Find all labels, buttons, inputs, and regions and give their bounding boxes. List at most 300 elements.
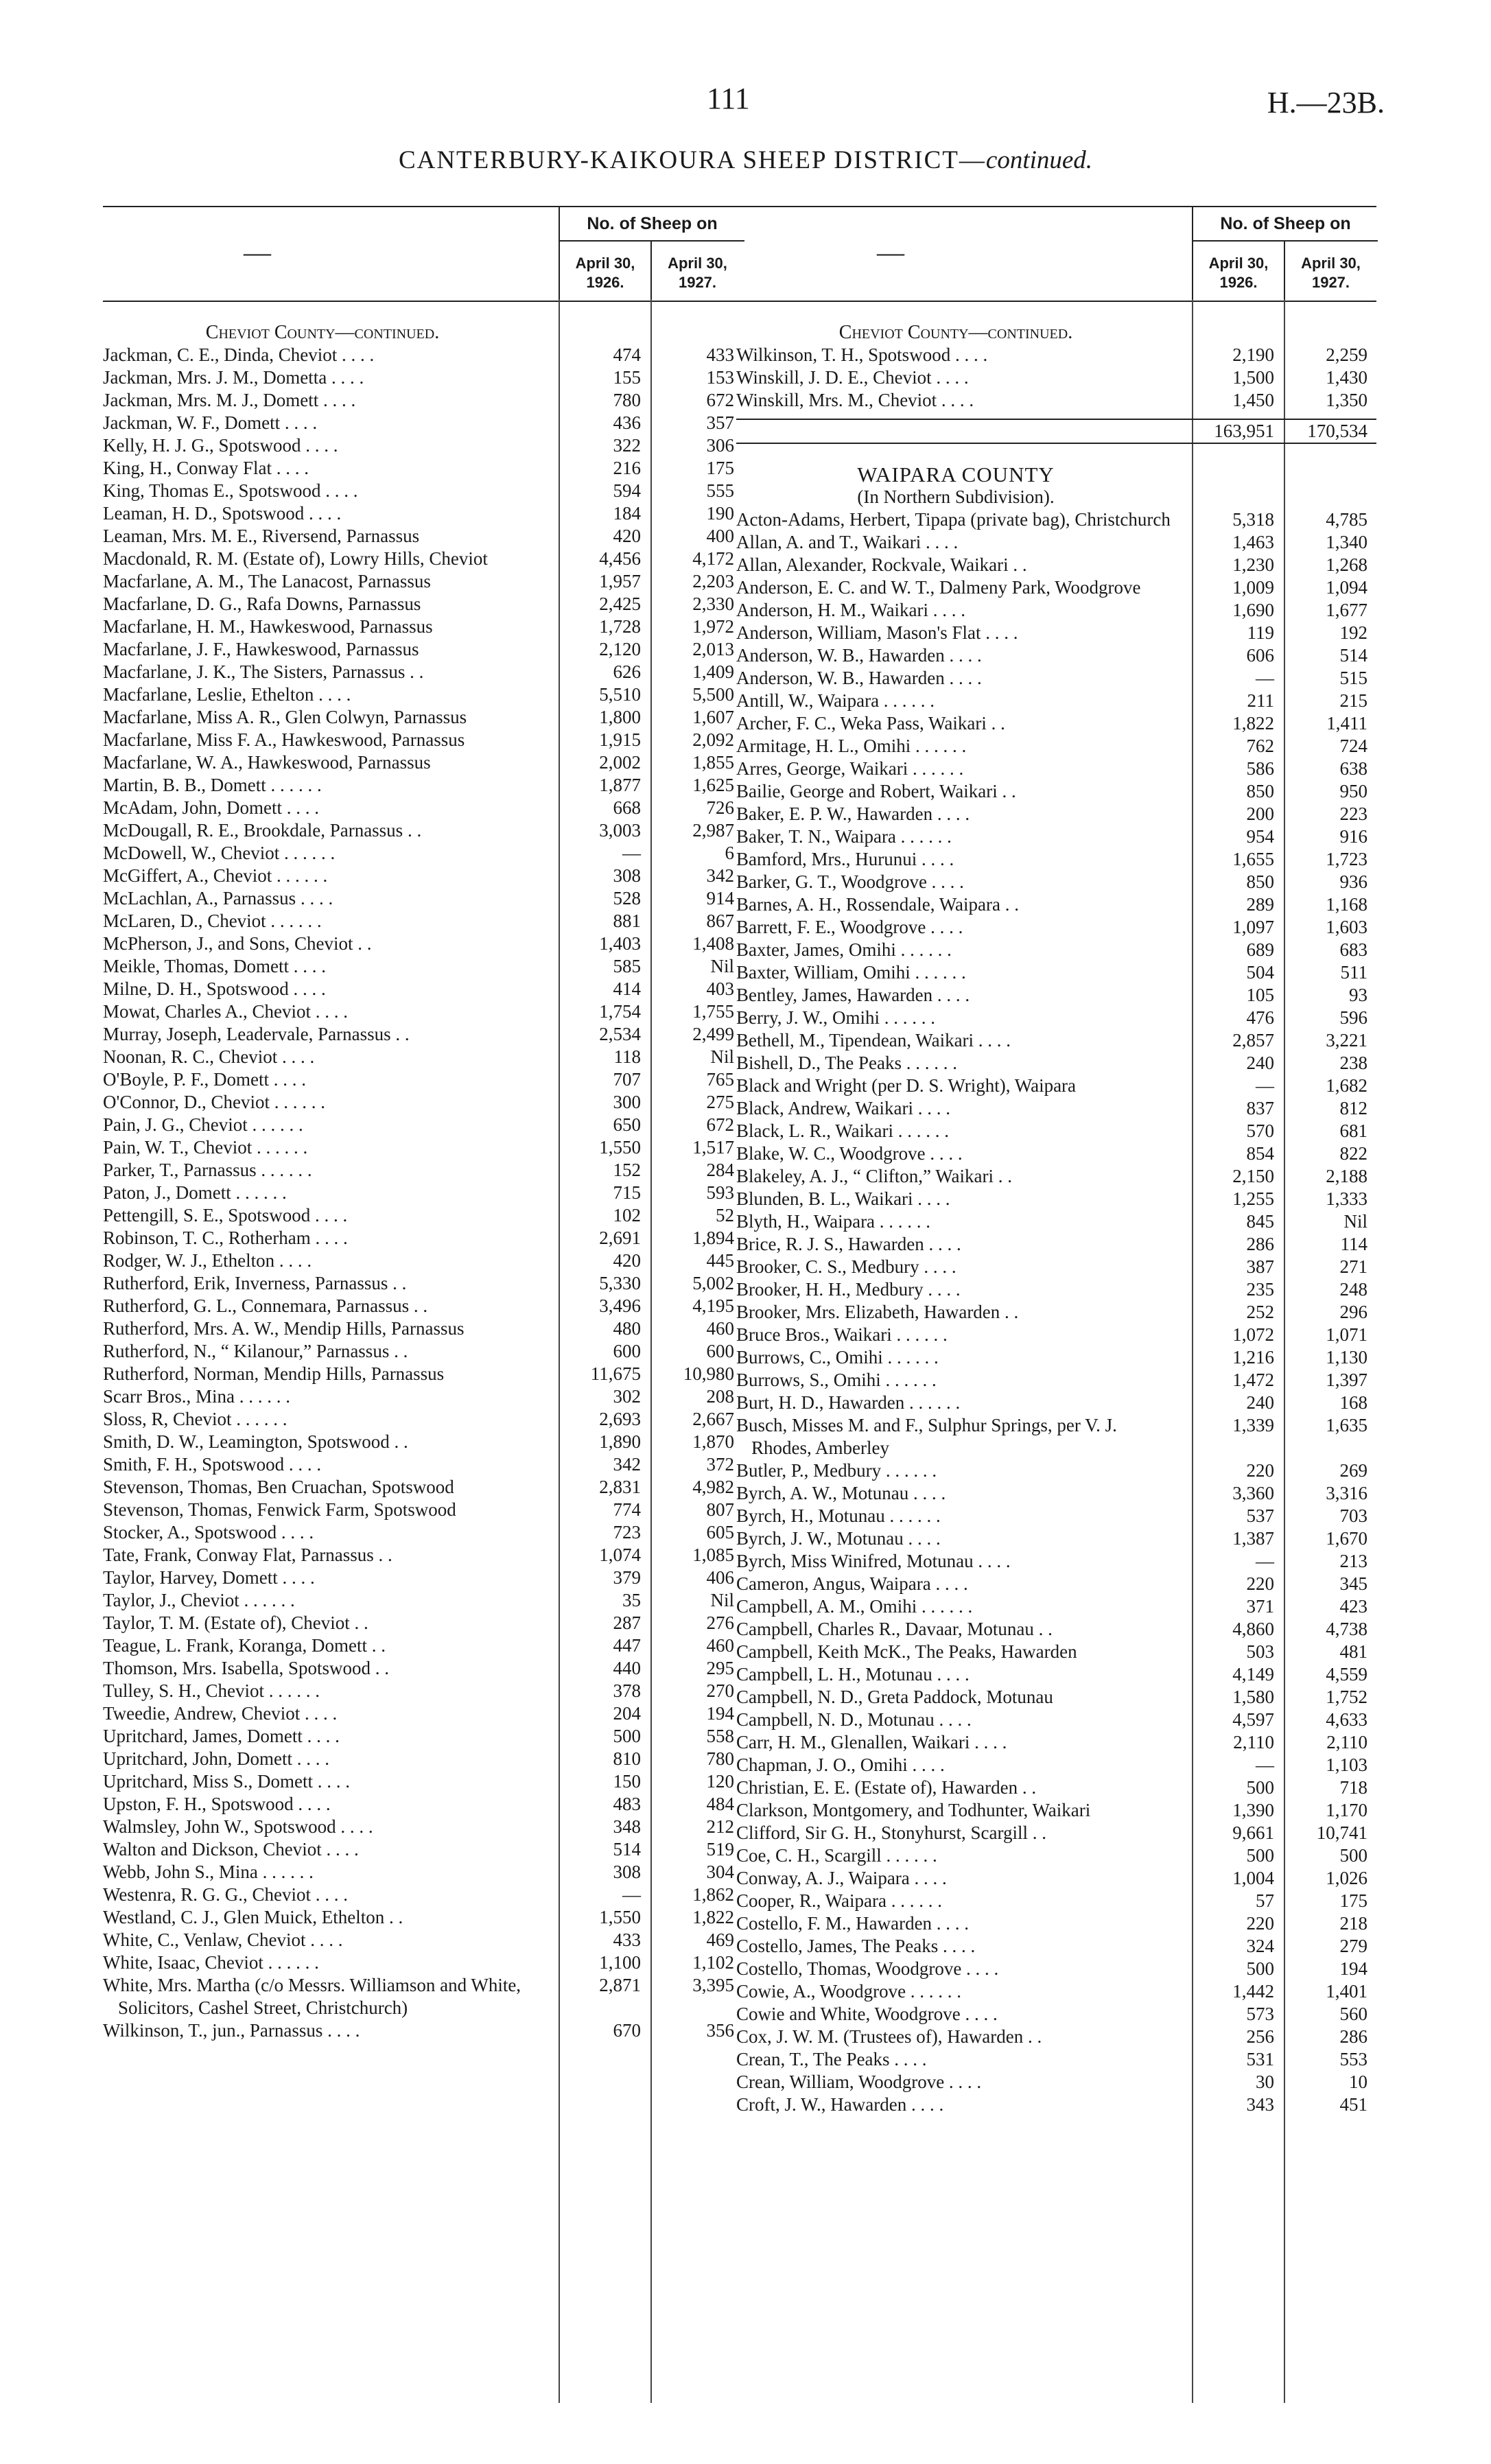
table-row (103, 955, 743, 978)
sheep-1926: 1,754 (599, 1001, 641, 1022)
table-row (736, 1890, 1376, 1912)
sheep-1927: 553 (1339, 2049, 1367, 2069)
sheep-1927: 271 (1339, 1256, 1367, 1277)
sheep-1926: 1,957 (599, 571, 641, 591)
sheep-1927: 1,408 (692, 933, 734, 954)
sheep-1926: 480 (613, 1318, 641, 1339)
sheep-1926: 235 (1246, 1279, 1274, 1300)
sheep-1926: 850 (1246, 871, 1274, 892)
sheep-1926: 348 (613, 1816, 641, 1837)
sheep-1926: 723 (613, 1522, 641, 1542)
holder-name: Winskill, J. D. E., Cheviot . . . . (736, 367, 969, 388)
holder-name: Byrch, A. W., Motunau . . . . (736, 1483, 946, 1503)
sheep-1926: 252 (1246, 1302, 1274, 1322)
sheep-1926: 256 (1246, 2026, 1274, 2047)
table-row (103, 1634, 743, 1657)
holder-name: Rutherford, Norman, Mendip Hills, Parnassus (103, 1363, 445, 1384)
sheep-1927: 270 (706, 1680, 734, 1701)
sheep-1927: 1,170 (1326, 1800, 1367, 1820)
table-row (103, 502, 743, 525)
table-row (736, 1097, 1376, 1120)
sheep-1926: 420 (613, 1250, 641, 1271)
sheep-1926: 200 (1246, 803, 1274, 824)
table-row (736, 1573, 1376, 1595)
sheep-1926: 4,456 (599, 548, 641, 569)
total-1927: 170,534 (1307, 421, 1367, 441)
table-row (736, 576, 1376, 599)
table-row (103, 1227, 743, 1249)
holder-name: Upritchard, John, Domett . . . . (103, 1748, 329, 1769)
table-row (736, 1188, 1376, 1210)
holder-name: White, Isaac, Cheviot . . . . . . (103, 1952, 319, 1973)
column-header (103, 206, 743, 302)
april-1927-header: April 30, 1927. (650, 242, 743, 301)
sheep-1927: 3,221 (1326, 1030, 1367, 1051)
table-row (736, 780, 1376, 803)
sheep-1926: 433 (613, 1929, 641, 1950)
sheep-1926: 308 (613, 1862, 641, 1882)
table-row (736, 2003, 1376, 2026)
table-row (103, 797, 743, 819)
sheep-1927: 276 (706, 1612, 734, 1633)
table-row (103, 1408, 743, 1431)
sheep-1926: 1,072 (1232, 1324, 1274, 1345)
sheep-1926: 9,661 (1232, 1822, 1274, 1843)
sheep-1927: 433 (706, 344, 734, 365)
holder-name: Paton, J., Domett . . . . . . (103, 1182, 287, 1203)
holder-name: McAdam, John, Domett . . . . (103, 797, 319, 818)
holder-name: Costello, Thomas, Woodgrove . . . . (736, 1958, 999, 1979)
holder-name: Cooper, R., Waipara . . . . . . (736, 1890, 942, 1911)
sheep-1927: 304 (706, 1862, 734, 1882)
sheep-1926: 1,097 (1232, 917, 1274, 937)
table-row (103, 1612, 743, 1634)
sheep-1927: 4,738 (1326, 1619, 1367, 1639)
sheep-1927: 212 (706, 1816, 734, 1837)
table-row (103, 525, 743, 548)
sheep-1927: 2,092 (692, 729, 734, 750)
table-row (736, 825, 1376, 848)
table-row (736, 712, 1376, 735)
table-row (103, 1793, 743, 1816)
sheep-1926: 4,597 (1232, 1709, 1274, 1730)
sheep-1927: 596 (1339, 1007, 1367, 1028)
table-row (736, 1799, 1376, 1822)
column-header (736, 206, 1376, 302)
sheep-1927: 1,071 (1326, 1324, 1367, 1345)
sheep-1927: 400 (706, 526, 734, 546)
sheep-1926: 668 (613, 797, 641, 818)
table-row (103, 480, 743, 502)
sheep-1926: 2,150 (1232, 1166, 1274, 1186)
sheep-1926: 2,534 (599, 1024, 641, 1044)
table-row (103, 1861, 743, 1884)
sheep-1927: 3,395 (692, 1975, 734, 1995)
sheep-1926: 2,691 (599, 1228, 641, 1248)
sheep-1927: 1,026 (1326, 1868, 1367, 1888)
holder-name: Burrows, C., Omihi . . . . . . (736, 1347, 939, 1368)
table-row (103, 1431, 743, 1453)
sheep-1926: 854 (1246, 1143, 1274, 1164)
holder-name: Anderson, William, Mason's Flat . . . . (736, 622, 1018, 643)
sheep-1926: 322 (613, 435, 641, 456)
table-row (103, 683, 743, 706)
table-row (736, 1527, 1376, 1550)
table-row (103, 1567, 743, 1589)
table-row (103, 1816, 743, 1838)
table-row (736, 622, 1376, 644)
holder-name: Anderson, W. B., Hawarden . . . . (736, 645, 982, 666)
holder-name: Burrows, S., Omihi . . . . . . (736, 1370, 937, 1390)
holder-name: Kelly, H. J. G., Spotswood . . . . (103, 435, 338, 456)
sheep-1927: 1,168 (1326, 894, 1367, 915)
sheep-1927: 406 (706, 1567, 734, 1588)
table-row (103, 1589, 743, 1612)
sheep-1927: 2,110 (1326, 1732, 1367, 1752)
sheep-1926: 436 (613, 412, 641, 433)
table-row (103, 910, 743, 932)
total-spacer (736, 420, 1175, 443)
holder-name: Brice, R. J. S., Hawarden . . . . (736, 1234, 961, 1254)
sheep-1926: 483 (613, 1794, 641, 1814)
table-row (103, 865, 743, 887)
sheep-1927: 555 (706, 480, 734, 501)
holder-name: Meikle, Thomas, Domett . . . . (103, 956, 326, 976)
sheep-1926: 1,550 (599, 1137, 641, 1158)
sheep-1926: — (1256, 1075, 1274, 1096)
table-row (736, 599, 1376, 622)
table-row (736, 1346, 1376, 1369)
subdivision-heading (736, 486, 1376, 508)
holder-name: Stevenson, Thomas, Ben Cruachan, Spotswood (103, 1477, 454, 1497)
holder-name: Macfarlane, D. G., Rafa Downs, Parnassus (103, 594, 421, 614)
sheep-1926: 1,550 (599, 1907, 641, 1927)
holder-name: Smith, F. H., Spotswood . . . . (103, 1454, 322, 1475)
table-row (736, 667, 1376, 690)
sheep-1927: 223 (1339, 803, 1367, 824)
holder-name: Upritchard, Miss S., Domett . . . . (103, 1771, 350, 1792)
holder-name: Winskill, Mrs. M., Cheviot . . . . (736, 390, 974, 410)
sheep-1926: 2,110 (1233, 1732, 1274, 1752)
sheep-1926: 1,442 (1232, 1981, 1274, 2002)
sheep-1926: 220 (1246, 1460, 1274, 1481)
table-row (103, 412, 743, 434)
sheep-1927: 1,855 (692, 752, 734, 773)
holder-name: Rutherford, Erik, Inverness, Parnassus . . (103, 1273, 407, 1293)
holder-name: Tulley, S. H., Cheviot . . . . . . (103, 1680, 320, 1701)
sheep-1927: 192 (1339, 622, 1367, 643)
holder-name: Baxter, William, Omihi . . . . . . (736, 962, 966, 983)
sheep-1927: 560 (1339, 2004, 1367, 2024)
table-row (736, 1912, 1376, 1935)
sheep-1926: 240 (1246, 1053, 1274, 1073)
sheep-1927: 4,559 (1326, 1664, 1367, 1685)
sheep-1927: 460 (706, 1635, 734, 1656)
table-row (736, 1369, 1376, 1392)
holder-name: Archer, F. C., Weka Pass, Waikari . . (736, 713, 1005, 734)
table-row (103, 1091, 743, 1114)
sheep-1926: 57 (1256, 1890, 1274, 1911)
holder-name: Coe, C. H., Scargill . . . . . . (736, 1845, 937, 1866)
table-row (736, 508, 1376, 531)
sheep-1927: 248 (1339, 1279, 1367, 1300)
sheep-1926: 1,216 (1232, 1347, 1274, 1368)
sheep-1926: 378 (613, 1680, 641, 1701)
sheep-1926: 216 (613, 458, 641, 478)
sheep-1926: 1,655 (1232, 849, 1274, 869)
holder-name: Taylor, Harvey, Domett . . . . (103, 1567, 315, 1588)
table-body (736, 302, 1376, 2116)
sheep-1926: 1,403 (599, 933, 641, 954)
sheep-1926: 324 (1246, 1936, 1274, 1956)
sheep-1927: 1,350 (1326, 390, 1367, 410)
holder-name: Stocker, A., Spotswood . . . . (103, 1522, 314, 1542)
holder-name: Bishell, D., The Peaks . . . . . . (736, 1053, 957, 1073)
holder-name: Black, L. R., Waikari . . . . . . (736, 1120, 950, 1141)
holder-name: Campbell, L. H., Motunau . . . . (736, 1664, 970, 1685)
sheep-1926: 586 (1246, 758, 1274, 779)
sheep-1927: 469 (706, 1929, 734, 1950)
table-row (736, 1324, 1376, 1346)
sheep-1927: 484 (706, 1794, 734, 1814)
sheep-1926: 1,877 (599, 775, 641, 795)
sheep-1927: Nil (1343, 1211, 1367, 1232)
table-row (736, 1958, 1376, 1980)
table-row (736, 690, 1376, 712)
sheep-1927: 356 (706, 2020, 734, 2041)
sheep-1926: — (1256, 668, 1274, 688)
sheep-1927: 1,430 (1326, 367, 1367, 388)
sheep-1927: 1,409 (692, 661, 734, 682)
sheep-1926: 1,728 (599, 616, 641, 637)
holder-name: Webb, John S., Mina . . . . . . (103, 1862, 314, 1882)
table-row (736, 1256, 1376, 1278)
table-row (736, 1867, 1376, 1890)
sheep-1926: 2,002 (599, 752, 641, 773)
table-body (103, 302, 743, 2042)
no-of-sheep-header: No. of Sheep on (1192, 207, 1378, 242)
holder-name: Baker, E. P. W., Hawarden . . . . (736, 803, 970, 824)
sheep-1927: 1,670 (1326, 1528, 1367, 1549)
table-row (736, 1550, 1376, 1573)
sheep-1927: 208 (706, 1386, 734, 1407)
sheep-1926: 1,100 (599, 1952, 641, 1973)
table-row (736, 1278, 1376, 1301)
table-row (736, 554, 1376, 576)
april-1926-header: April 30, 1926. (1192, 242, 1284, 301)
table-row (103, 1838, 743, 1861)
sheep-1927: 451 (1339, 2094, 1367, 2115)
table-row (736, 1301, 1376, 1324)
sheep-1927: 1,625 (692, 775, 734, 795)
table-row (736, 644, 1376, 667)
table-row (736, 1052, 1376, 1075)
table-row (736, 1731, 1376, 1754)
holder-name: White, C., Venlaw, Cheviot . . . . (103, 1929, 343, 1950)
sheep-1927: 1,723 (1326, 849, 1367, 869)
table-row (103, 1068, 743, 1091)
sheep-1927: 445 (706, 1250, 734, 1271)
table-row (103, 1770, 743, 1793)
sheep-1927: 1,682 (1326, 1075, 1367, 1096)
holder-name: Barrett, F. E., Woodgrove . . . . (736, 917, 963, 937)
sheep-1926: 774 (613, 1499, 641, 1520)
sheep-1927: 6 (725, 843, 734, 863)
sheep-1927: 238 (1339, 1053, 1367, 1073)
total-1926: 163,951 (1214, 421, 1274, 441)
holder-name: Blakeley, A. J., “ Clifton,” Waikari . . (736, 1166, 1012, 1186)
sheep-1926: 1,690 (1232, 600, 1274, 620)
april-1926-header: April 30, 1926. (559, 242, 650, 301)
table-row (103, 2019, 743, 2042)
sheep-1926: 287 (613, 1612, 641, 1633)
sheep-1926: 528 (613, 888, 641, 908)
sheep-1927: 1,397 (1326, 1370, 1367, 1390)
sheep-1927: 1,752 (1326, 1687, 1367, 1707)
sheep-1927: 2,667 (692, 1409, 734, 1429)
sheep-1926: 573 (1246, 2004, 1274, 2024)
holder-name: Cowie and White, Woodgrove . . . . (736, 2004, 998, 2024)
table-row (736, 1392, 1376, 1414)
sheep-1926: 300 (613, 1092, 641, 1112)
sheep-1926: 650 (613, 1114, 641, 1135)
sheep-1927: 3,316 (1326, 1483, 1367, 1503)
sheep-1926: 102 (613, 1205, 641, 1225)
table-row (736, 1980, 1376, 2003)
holder-name: Armitage, H. L., Omihi . . . . . . (736, 736, 967, 756)
table-row (736, 531, 1376, 554)
table-row (103, 819, 743, 842)
sheep-1927: 481 (1339, 1641, 1367, 1662)
sheep-1926: 514 (613, 1839, 641, 1859)
sheep-1927: 286 (1339, 2026, 1367, 2047)
sheep-1927: 114 (1340, 1234, 1367, 1254)
table-row (736, 1844, 1376, 1867)
sheep-1926: 343 (1246, 2094, 1274, 2115)
sheep-1927: 780 (706, 1748, 734, 1769)
holder-name: Bethell, M., Tipendean, Waikari . . . . (736, 1030, 1011, 1051)
table-row (736, 2026, 1376, 2048)
table-row (103, 1249, 743, 1272)
holder-name: Jackman, W. F., Domett . . . . (103, 412, 318, 433)
holder-name: Sloss, R, Cheviot . . . . . . (103, 1409, 287, 1429)
sheep-1927: 703 (1339, 1505, 1367, 1526)
holder-name: Blyth, H., Waipara . . . . . . (736, 1211, 931, 1232)
sheep-1926: 184 (613, 503, 641, 524)
sheep-1926: 440 (613, 1658, 641, 1678)
sheep-1927: 511 (1340, 962, 1367, 983)
sheep-1927: 4,982 (692, 1477, 734, 1497)
sheep-1927: 672 (706, 1114, 734, 1135)
sheep-1927: 500 (1339, 1845, 1367, 1866)
table-row (103, 1272, 743, 1295)
table-row (736, 1165, 1376, 1188)
table-row (103, 1159, 743, 1182)
holder-name: Thomson, Mrs. Isabella, Spotswood . . (103, 1658, 389, 1678)
table-row (103, 1544, 743, 1567)
holder-name: Carr, H. M., Glenallen, Waikari . . . . (736, 1732, 1007, 1752)
sheep-1926: 5,510 (599, 684, 641, 705)
header-dash: — (877, 237, 904, 268)
sheep-1927: 1,862 (692, 1884, 734, 1905)
holder-name: McPherson, J., and Sons, Cheviot . . (103, 933, 372, 954)
sheep-1926: 35 (622, 1590, 641, 1610)
sheep-1926: 504 (1246, 962, 1274, 983)
sheep-1926: 594 (613, 480, 641, 501)
sheep-1926: — (622, 843, 641, 863)
sheep-1927: 342 (706, 865, 734, 886)
table-row (736, 1142, 1376, 1165)
sheep-1927: 2,188 (1326, 1166, 1367, 1186)
table-row (736, 1459, 1376, 1482)
sheep-1926: 531 (1246, 2049, 1274, 2069)
holder-name: Baxter, James, Omihi . . . . . . (736, 939, 952, 960)
sheep-1926: — (1256, 1551, 1274, 1571)
holder-name: Campbell, N. D., Greta Paddock, Motunau (736, 1687, 1053, 1707)
holder-name: Taylor, T. M. (Estate of), Cheviot . . (103, 1612, 368, 1633)
table-row (103, 1657, 743, 1680)
table-row (736, 1233, 1376, 1256)
sheep-1926: 837 (1246, 1098, 1274, 1118)
table-row (736, 1935, 1376, 1958)
subdivision-heading-text: (In Northern Subdivision). (857, 486, 1055, 507)
table-row (103, 1521, 743, 1544)
sheep-1927: 638 (1339, 758, 1367, 779)
table-row (736, 984, 1376, 1007)
sheep-1926: 500 (1246, 1777, 1274, 1798)
sheep-1926: 570 (1246, 1120, 1274, 1141)
holder-name: Macfarlane, Miss A. R., Glen Colwyn, Parnassus (103, 707, 467, 727)
holder-name: O'Boyle, P. F., Domett . . . . (103, 1069, 306, 1090)
sheep-1927: 681 (1339, 1120, 1367, 1141)
holder-name: Allan, Alexander, Rockvale, Waikari . . (736, 554, 1027, 575)
sheep-1926: 474 (613, 344, 641, 365)
page-title (0, 145, 1491, 175)
report-reference: H.—23B. (1267, 86, 1385, 119)
holder-name: Cox, J. W. M. (Trustees of), Hawarden . . (736, 2026, 1042, 2047)
sheep-1927: 2,203 (692, 571, 734, 591)
sheep-1927: 10 (1349, 2072, 1367, 2092)
table-row (103, 751, 743, 774)
holder-name: Barnes, A. H., Rossendale, Waipara . . (736, 894, 1019, 915)
table-row (736, 1595, 1376, 1618)
sheep-1926: 240 (1246, 1392, 1274, 1413)
holder-name: Parker, T., Parnassus . . . . . . (103, 1160, 312, 1180)
sheep-1926: 585 (613, 956, 641, 976)
sheep-1926: 1,004 (1232, 1868, 1274, 1888)
section-heading (103, 321, 743, 344)
sheep-1927: 1,333 (1326, 1188, 1367, 1209)
sheep-1926: 1,822 (1232, 713, 1274, 734)
table-row (103, 661, 743, 683)
sheep-1927: 2,987 (692, 820, 734, 841)
holder-name: Robinson, T. C., Rotherham . . . . (103, 1228, 348, 1248)
header-dash: — (244, 237, 271, 268)
spacer (736, 444, 1376, 463)
sheep-1927: 306 (706, 435, 734, 456)
table-row (736, 1822, 1376, 1844)
holder-name: Anderson, H. M., Waikari . . . . (736, 600, 966, 620)
sheep-1927: 1,607 (692, 707, 734, 727)
table-row (103, 434, 743, 457)
holder-name: Acton-Adams, Herbert, Tipapa (private bag), Christchurch (736, 509, 1171, 530)
sheep-1927: 275 (706, 1092, 734, 1112)
table-row (103, 1295, 743, 1317)
sheep-1927: 672 (706, 390, 734, 410)
table-row (103, 1974, 743, 2019)
sheep-1926: 30 (1256, 2072, 1274, 2092)
holder-name: Rodger, W. J., Ethelton . . . . (103, 1250, 312, 1271)
